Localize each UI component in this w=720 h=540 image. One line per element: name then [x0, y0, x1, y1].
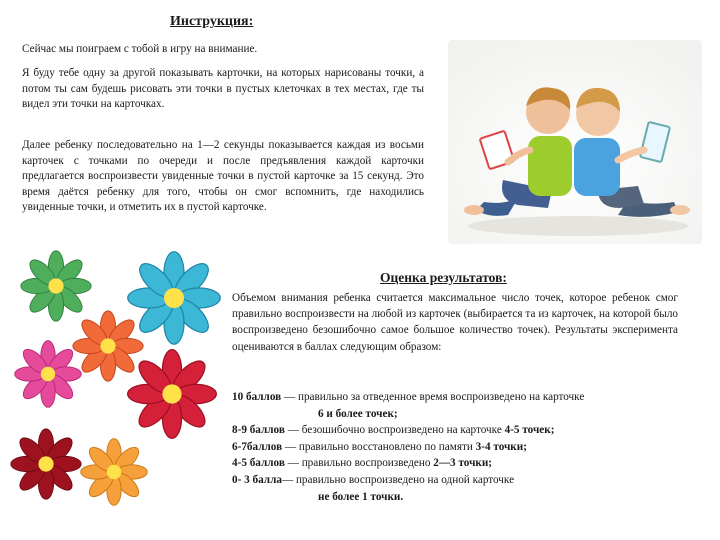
flower-green	[21, 251, 91, 321]
score-row: 4-5 баллов — правильно воспроизведено 2—3 точки;	[232, 457, 493, 470]
flower-cyan	[128, 252, 221, 345]
flower-orange	[73, 311, 143, 381]
instruction-title: Инструкция:	[170, 14, 254, 29]
score-row: 10 баллов — правильно за отведенное время воспроизведено на карточке	[232, 391, 585, 403]
score-row: 6-7баллов — правильно восстановлено по памяти 3-4 точки;	[232, 440, 527, 453]
evaluation-title: Оценка результатов:	[380, 270, 507, 285]
score-row: не более 1 точки.	[318, 490, 404, 503]
instruction-paragraph: Я буду тебе одну за другой показывать карточки, на которых нарисованы точки, а потом ты сам будешь рисовать эти точки в пустых клеточках в тех местах, где ты видел эти точки на карточках.	[22, 67, 424, 111]
children-illustration	[448, 40, 702, 244]
instruction-paragraph: Далее ребенку последовательно на 1—2 секунды показывается каждая из восьми карточек с точками по очереди и после предъявления каждой карточки предлагается воспроизвести увиденные точки в пустой карточке за 15 секунд. Это время даётся ребенку для того, чтобы он смог вспомнить, где находились увиденные точки, и отметить их в пустой карточке.	[22, 139, 424, 214]
score-row: 6 и более точек;	[318, 407, 398, 420]
flower-light-orange	[81, 439, 148, 506]
flower-pink	[15, 341, 82, 408]
evaluation-text: Объемом внимания ребенка считается максимальное число точек, которое ребенок смог правильно воспроизвести на любой из карточек (выбирается та из карточек, на которой было воспроизведено безошибочно самое большое количество точек). Результаты эксперимента оцениваются в баллах следующим образом:	[232, 292, 678, 353]
flower-dark-red	[11, 429, 81, 499]
decorative-flowers	[0, 250, 230, 540]
flower-red	[128, 350, 217, 439]
score-row: 8-9 баллов — безошибочно воспроизведено на карточке 4-5 точек;	[232, 424, 555, 437]
score-row: 0- 3 балла— правильно воспроизведено на одной карточке	[232, 473, 515, 486]
instruction-paragraph: Сейчас мы поиграем с тобой в игру на внимание.	[22, 43, 258, 55]
score-list	[232, 389, 692, 505]
children-reading-photo	[448, 40, 702, 244]
